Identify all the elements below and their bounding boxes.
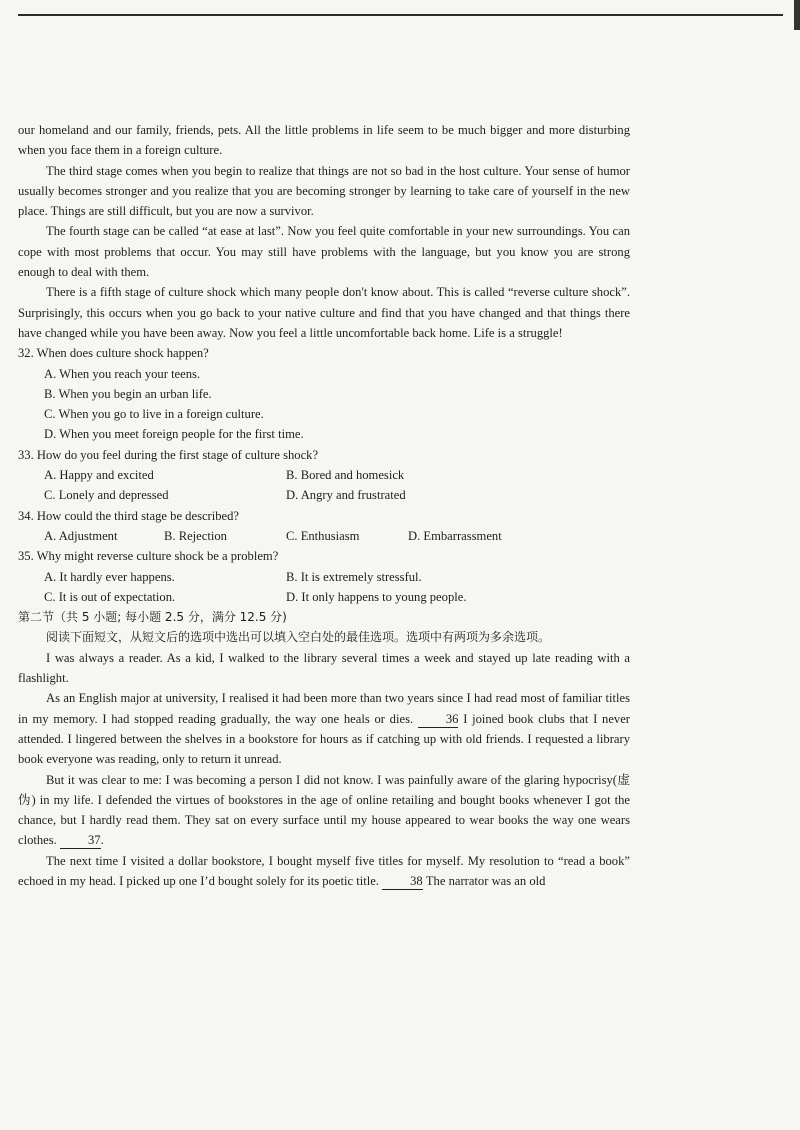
paragraph-text: . xyxy=(100,833,104,848)
passage-paragraph: The third stage comes when you begin to realize that things are not so bad in the host culture. Your sense of humor usually becomes stronger and you realize that you are becoming stronger by learning to take care of yourself in the new place. Things are still difficult, but you are now a survivor. xyxy=(18,163,630,219)
section-instruction: 阅读下面短文，从短文后的选项中选出可以填入空白处的最佳选项。选项中有两项为多余选项。 xyxy=(46,630,551,645)
option: B. When you begin an urban life. xyxy=(44,386,212,401)
option: B. Bored and homesick xyxy=(286,468,405,483)
option: C. Lonely and depressed xyxy=(44,488,169,503)
paragraph-text: But it was clear to me: I was becoming a person I did not know. I was painfully aware of the glaring hypocrisy(虚伪) in my life. I defended the virtues of bookstores in the age of online retailing and bought books whenever I got the chance, but I hardly read them. They sat on every surface until my house appeared to wear books the way one wears clothes. xyxy=(18,772,630,848)
option: D. When you meet foreign people for the first time. xyxy=(44,427,304,442)
option: D. Embarrassment xyxy=(408,528,502,543)
option: B. It is extremely stressful. xyxy=(286,569,422,584)
page-top-rule xyxy=(18,14,783,16)
option: A. Happy and excited xyxy=(44,468,154,483)
passage-paragraph: I was always a reader. As a kid, I walked to the library several times a week and stayed up late reading with a flashlight. xyxy=(18,650,630,686)
question-32 xyxy=(18,343,630,444)
paragraph-text: The next time I visited a dollar bookstore, I bought myself five titles for myself. My resolution to “read a book” echoed in my head. I picked up one I’d bought solely for its poetic title. xyxy=(18,853,630,888)
section-heading: 第二节（共 5 小题; 每小题 2.5 分，满分 12.5 分) xyxy=(18,610,287,625)
paragraph-text: The narrator was an old xyxy=(425,873,546,888)
option: B. Rejection xyxy=(164,528,227,543)
question-35 xyxy=(18,546,630,607)
option: C. When you go to live in a foreign culture. xyxy=(44,407,264,422)
option: D. It only happens to young people. xyxy=(286,589,467,604)
blank-37: 37 xyxy=(60,833,101,849)
option: C. It is out of expectation. xyxy=(44,589,176,604)
paragraph-text: I joined book clubs that I never attended. I lingered between the shelves in a bookstore for hours as if catching up with old friends. I requested a library book everyone was reading, only to return it unread. xyxy=(18,711,630,767)
question-33 xyxy=(18,445,630,506)
option: A. When you reach your teens. xyxy=(44,366,201,381)
passage-paragraph: our homeland and our family, friends, pets. All the little problems in life seem to be much bigger and more disturbing when you face them in a foreign culture. xyxy=(18,123,630,158)
paragraph-text: As an English major at university, I realised it had been more than two years since I had read most of familiar titles in my memory. I had stopped reading gradually, the way one heals or dies. xyxy=(18,691,630,726)
option: C. Enthusiasm xyxy=(286,528,360,543)
question-34 xyxy=(18,506,630,547)
question-stem: 33. How do you feel during the first stage of culture shock? xyxy=(18,447,319,462)
option: D. Angry and frustrated xyxy=(286,488,406,503)
passage-paragraph: There is a fifth stage of culture shock which many people don't know about. This is called “reverse culture shock”. Surprisingly, this occurs when you go back to your native culture and find that you have changed and that things there have changed while you have been away. Now you feel a little uncomfortable back home. Life is a struggle! xyxy=(18,285,630,340)
exam-page xyxy=(18,120,630,891)
scan-edge-mark xyxy=(794,0,800,30)
passage-paragraph xyxy=(18,688,630,769)
blank-38: 38 xyxy=(382,874,423,890)
question-stem: 34. How could the third stage be described? xyxy=(18,508,240,523)
question-stem: 35. Why might reverse culture shock be a problem? xyxy=(18,549,279,564)
question-stem: 32. When does culture shock happen? xyxy=(18,346,209,361)
passage-paragraph: The fourth stage can be called “at ease at last”. Now you feel quite comfortable in your new surroundings. You can cope with most problems that occur. You may still have problems with the language, but you know you are strong enough to deal with them. xyxy=(18,224,630,280)
blank-36: 36 xyxy=(418,712,459,728)
passage-paragraph xyxy=(18,770,630,851)
option: A. It hardly ever happens. xyxy=(44,569,175,584)
passage-paragraph xyxy=(18,851,630,892)
option: A. Adjustment xyxy=(44,528,118,543)
